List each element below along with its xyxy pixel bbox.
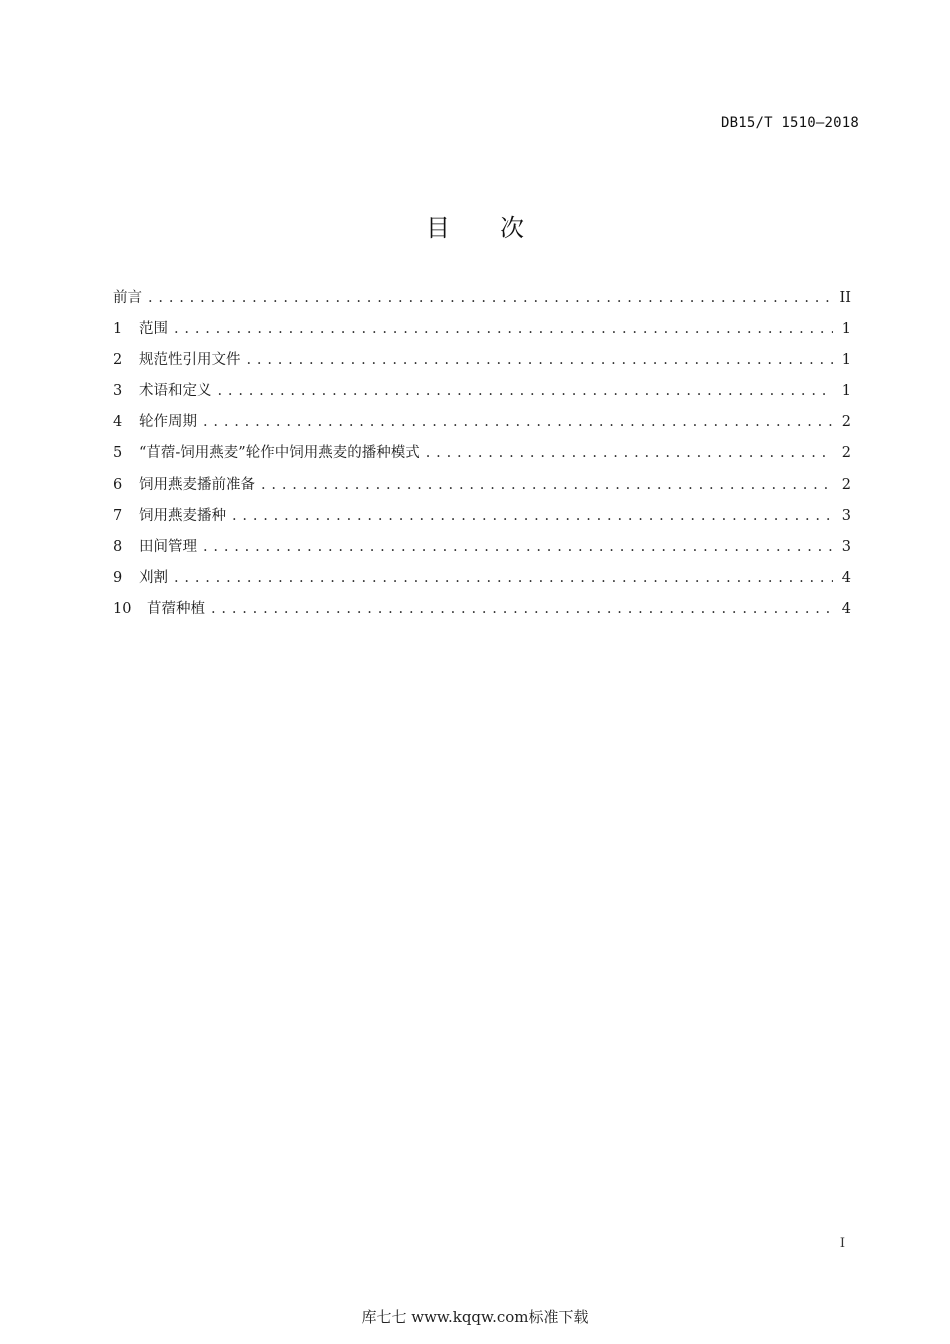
toc-list bbox=[113, 288, 851, 630]
toc-entry-foreword[interactable] bbox=[113, 288, 851, 319]
toc-entry-number: 1 bbox=[113, 321, 123, 338]
toc-entry-text: 刈割 bbox=[139, 569, 168, 586]
toc-entry-text: 前言 bbox=[113, 290, 142, 306]
toc-leader bbox=[203, 412, 833, 432]
toc-leader bbox=[174, 319, 833, 339]
toc-entry-9[interactable] bbox=[113, 568, 851, 599]
toc-entry-page: 4 bbox=[841, 569, 851, 586]
toc-entry-3[interactable] bbox=[113, 381, 851, 412]
toc-title: 目次 bbox=[426, 214, 574, 242]
toc-entry-number: 4 bbox=[113, 414, 123, 431]
toc-entry-number: 6 bbox=[113, 476, 123, 493]
toc-entry-number: 10 bbox=[113, 600, 132, 617]
toc-entry-text: 田间管理 bbox=[139, 538, 197, 555]
document-code: DB15/T 1510—2018 bbox=[720, 115, 859, 131]
toc-entry-page: 2 bbox=[841, 445, 851, 462]
toc-entry-4[interactable] bbox=[113, 412, 851, 443]
toc-entry-6[interactable] bbox=[113, 475, 851, 506]
toc-entry-text: 范围 bbox=[139, 321, 168, 338]
toc-leader bbox=[211, 599, 833, 619]
toc-entry-page: II bbox=[839, 290, 851, 306]
toc-entry-number: 9 bbox=[113, 569, 123, 586]
toc-entry-2[interactable] bbox=[113, 350, 851, 381]
toc-entry-page: 1 bbox=[841, 321, 851, 338]
toc-entry-text: 规范性引用文件 bbox=[139, 352, 241, 369]
toc-entry-number: 3 bbox=[113, 383, 123, 400]
toc-leader bbox=[218, 381, 834, 401]
toc-entry-page: 1 bbox=[841, 383, 851, 400]
toc-entry-7[interactable] bbox=[113, 506, 851, 537]
toc-entry-number: 7 bbox=[113, 507, 123, 524]
page-number: I bbox=[839, 1236, 845, 1251]
toc-entry-text: 苜蓿种植 bbox=[147, 600, 205, 617]
toc-entry-page: 1 bbox=[841, 352, 851, 369]
toc-entry-page: 3 bbox=[841, 507, 851, 524]
toc-leader bbox=[174, 568, 833, 588]
toc-entry-8[interactable] bbox=[113, 537, 851, 568]
toc-entry-text: 轮作周期 bbox=[139, 414, 197, 431]
toc-entry-page: 2 bbox=[841, 476, 851, 493]
toc-leader bbox=[232, 506, 833, 526]
toc-leader bbox=[203, 537, 833, 557]
toc-entry-5[interactable] bbox=[113, 443, 851, 474]
toc-entry-page: 2 bbox=[841, 414, 851, 431]
toc-entry-number: 2 bbox=[113, 352, 123, 369]
toc-leader bbox=[426, 443, 833, 463]
watermark-footer: 库七七 www.kqqw.com标准下载 bbox=[361, 1308, 589, 1326]
toc-entry-text: 饲用燕麦播前准备 bbox=[139, 476, 255, 493]
toc-leader bbox=[247, 350, 834, 370]
toc-entry-number: 5 bbox=[113, 445, 123, 462]
toc-leader bbox=[261, 475, 833, 495]
toc-entry-text: “苜蓿-饲用燕麦”轮作中饲用燕麦的播种模式 bbox=[139, 445, 420, 462]
toc-entry-page: 3 bbox=[841, 538, 851, 555]
toc-entry-10[interactable] bbox=[113, 599, 851, 630]
toc-entry-page: 4 bbox=[841, 600, 851, 617]
toc-entry-text: 术语和定义 bbox=[139, 383, 212, 400]
toc-entry-1[interactable] bbox=[113, 319, 851, 350]
toc-leader bbox=[148, 288, 832, 308]
toc-entry-number: 8 bbox=[113, 538, 123, 555]
toc-entry-text: 饲用燕麦播种 bbox=[139, 507, 226, 524]
